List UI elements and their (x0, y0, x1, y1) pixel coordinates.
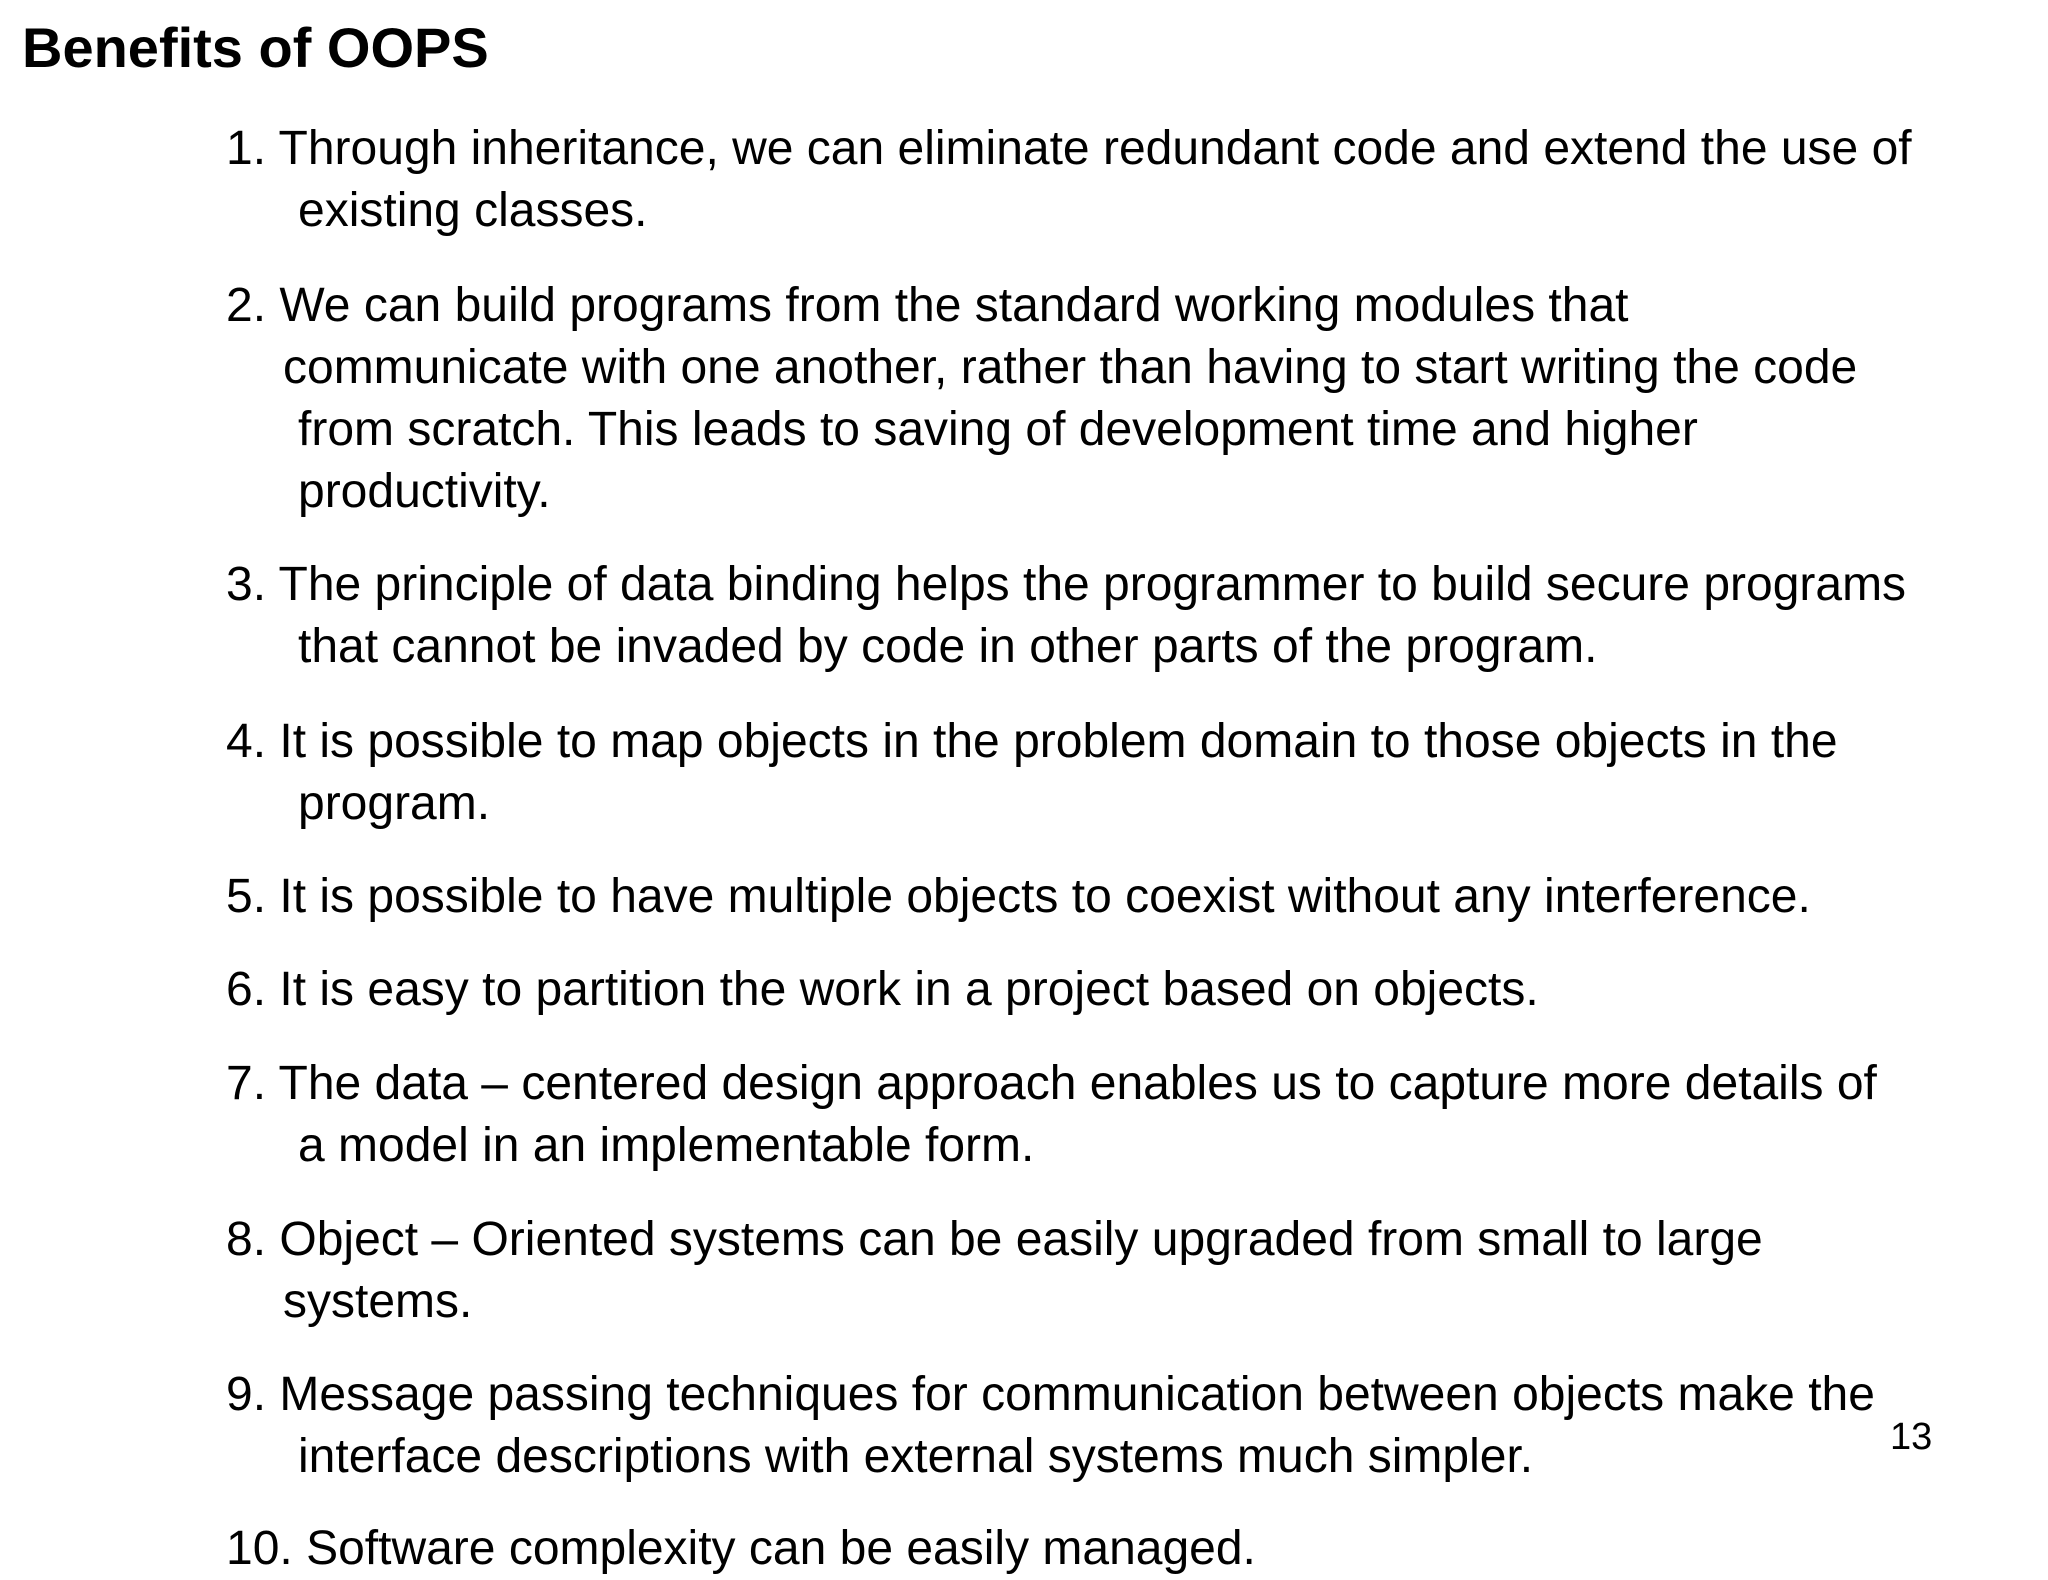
benefit-1-line-2: existing classes. (298, 184, 648, 237)
benefit-9-line-2: interface descriptions with external systems much simpler. (298, 1430, 1534, 1483)
benefit-item-10 (226, 1518, 2036, 1580)
benefit-4-line-2: program. (298, 777, 491, 830)
benefit-2-line-1: 2. We can build programs from the standard working modules that (226, 279, 1629, 332)
benefit-1-line-1: 1. Through inheritance, we can eliminate redundant code and extend the use of (226, 122, 1912, 175)
benefit-item-9 (226, 1364, 2036, 1488)
benefit-10-line-1: 10. Software complexity can be easily managed. (226, 1522, 1256, 1575)
benefit-6-line-1: 6. It is easy to partition the work in a project based on objects. (226, 963, 1539, 1016)
benefit-item-7 (226, 1053, 2036, 1177)
benefit-item-3 (226, 554, 2036, 678)
benefit-item-5 (226, 866, 2036, 928)
benefit-item-6 (226, 959, 2036, 1021)
benefit-3-line-1: 3. The principle of data binding helps the programmer to build secure programs (226, 558, 1907, 611)
benefit-2-line-4: productivity. (298, 465, 551, 518)
benefit-item-8 (226, 1209, 2036, 1333)
benefit-4-line-1: 4. It is possible to map objects in the problem domain to those objects in the (226, 715, 1838, 768)
benefit-item-4 (226, 711, 2036, 835)
benefit-7-line-1: 7. The data – centered design approach enables us to capture more details of (226, 1057, 1877, 1110)
benefit-9-line-1: 9. Message passing techniques for communication between objects make the (226, 1368, 1875, 1421)
benefit-5-line-1: 5. It is possible to have multiple objects to coexist without any interference. (226, 870, 1811, 923)
benefit-8-line-2: systems. (283, 1275, 473, 1328)
benefit-2-line-2: communicate with one another, rather than having to start writing the code (283, 341, 1858, 394)
benefit-8-line-1: 8. Object – Oriented systems can be easily upgraded from small to large (226, 1213, 1763, 1266)
page-number: 13 (1890, 1416, 1933, 1458)
slide-title: Benefits of OOPS (22, 16, 489, 79)
benefit-item-2 (226, 275, 2036, 523)
benefit-3-line-2: that cannot be invaded by code in other parts of the program. (298, 620, 1598, 673)
benefit-item-1 (226, 118, 2036, 242)
benefit-2-line-3: from scratch. This leads to saving of development time and higher (298, 403, 1698, 456)
benefit-7-line-2: a model in an implementable form. (298, 1119, 1035, 1172)
